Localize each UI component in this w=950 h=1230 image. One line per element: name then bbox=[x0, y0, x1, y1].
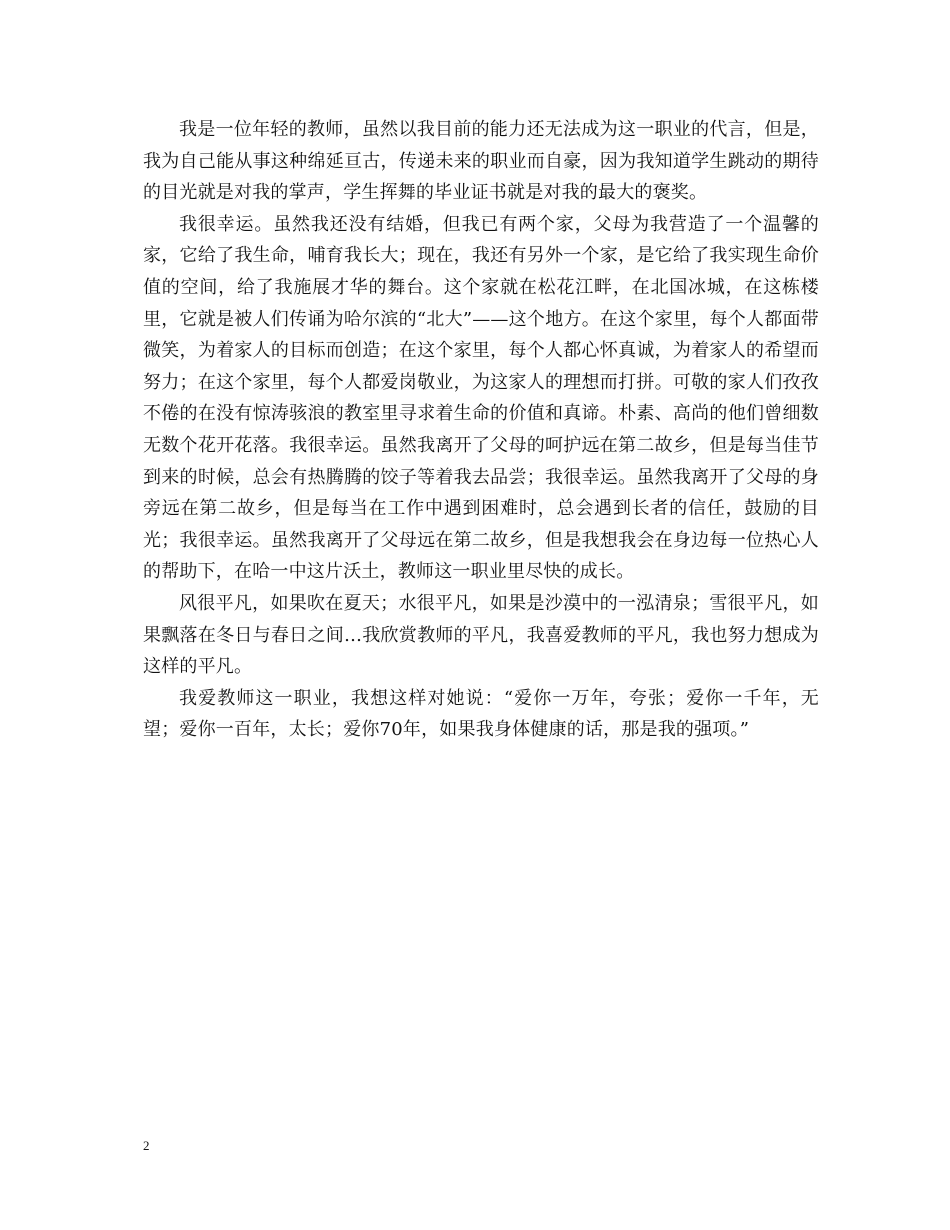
paragraph-4: 我爱教师这一职业，我想这样对她说：“爱你一万年，夸张；爱你一千年，无望；爱你一百年，太长；爱你70年，如果我身体健康的话，那是我的强项。” bbox=[143, 687, 819, 741]
paragraph-1: 我是一位年轻的教师，虽然以我目前的能力还无法成为这一职业的代言，但是，我为自己能从事这种绵延亘古，传递未来的职业而自豪，因为我知道学生跳动的期待的目光就是对我的掌声，学生挥舞的毕业证书就是对我的最大的褒奖。 bbox=[143, 119, 819, 204]
paragraph-2: 我很幸运。虽然我还没有结婚，但我已有两个家，父母为我营造了一个温馨的家，它给了我生命，哺育我长大；现在，我还有另外一个家，是它给了我实现生命价值的空间，给了我施展才华的舞台。这个家就在松花江畔，在北国冰城，在这栋楼里，它就是被人们传诵为哈尔滨的“北大”——这个地方。在这个家里，每个人都面带微笑，为着家人的目标而创造；在这个家里，每个人都心怀真诚，为着家人的希望而努力；在这个家里，每个人都爱岗敬业，为这家人的理想而打拼。可敬的家人们孜孜不倦的在没有惊涛骇浪的教室里寻求着生命的价值和真谛。朴素、高尚的他们曾细数无数个花开花落。我很幸运。虽然我离开了父母的呵护远在第二故乡，但是每当佳节到来的时候，总会有热腾腾的饺子等着我去品尝；我很幸运。虽然我离开了父母的身旁远在第二故乡，但是每当在工作中遇到困难时，总会遇到长者的信任，鼓励的目光；我很幸运。虽然我离开了父母远在第二故乡，但是我想我会在身边每一位热心人的帮助下，在哈一中这片沃土，教师这一职业里尽快的成长。 bbox=[143, 213, 819, 583]
paragraph-3: 风很平凡，如果吹在夏天；水很平凡，如果是沙漠中的一泓清泉；雪很平凡，如果飘落在冬日与春日之间…我欣赏教师的平凡，我喜爱教师的平凡，我也努力想成为这样的平凡。 bbox=[143, 592, 819, 678]
document-body bbox=[143, 114, 819, 746]
page-number: 2 bbox=[143, 1138, 150, 1153]
